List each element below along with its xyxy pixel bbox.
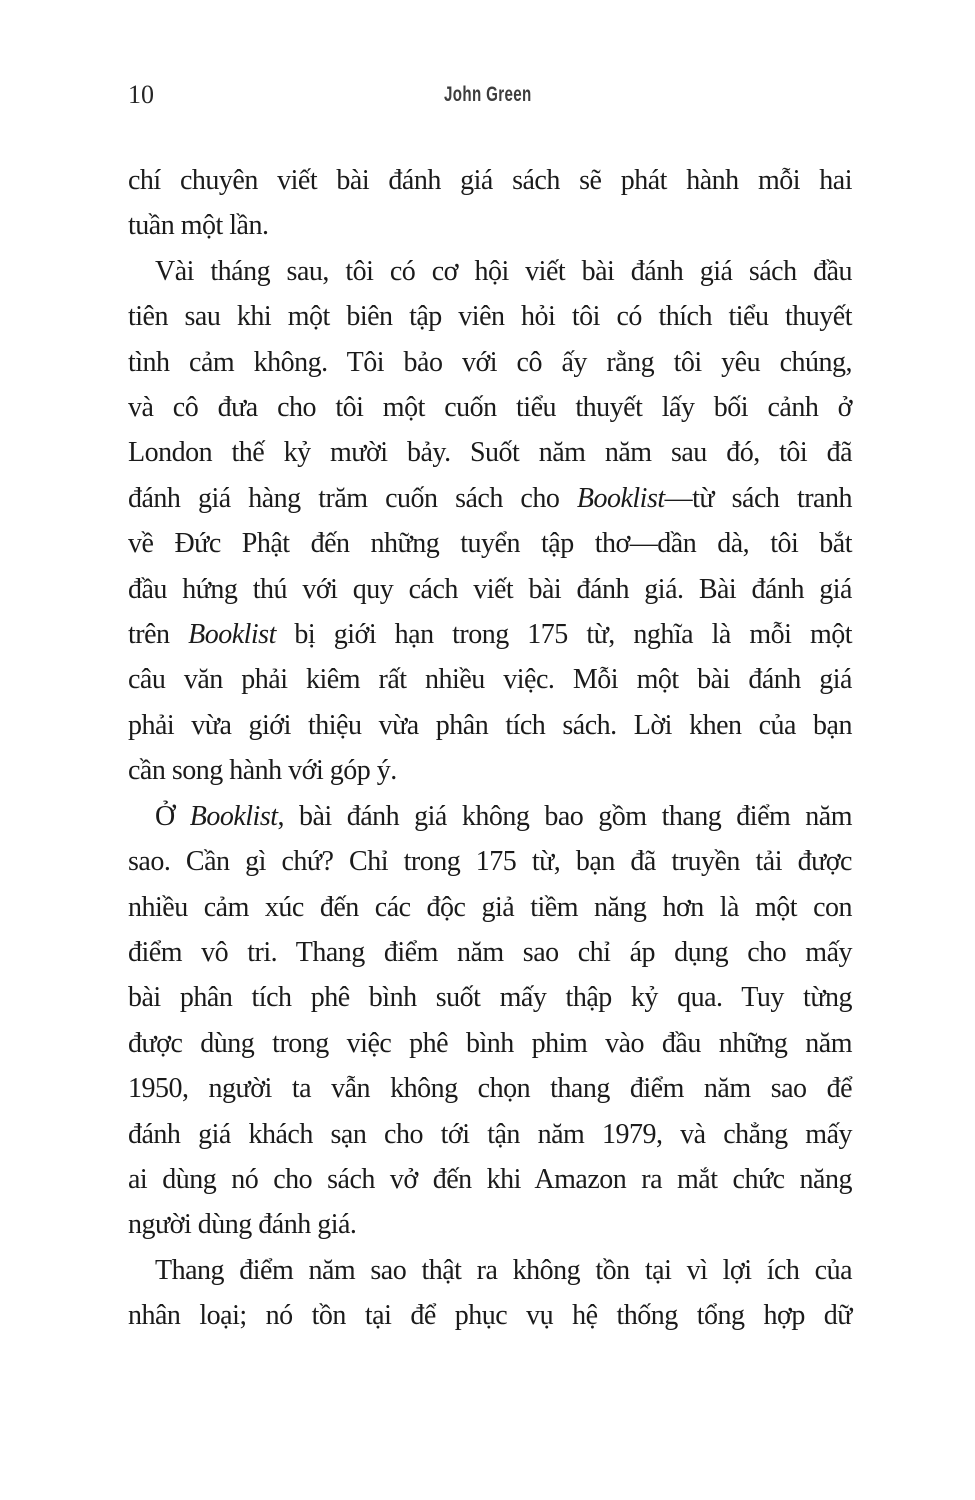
text-line — [128, 158, 852, 203]
text-line — [128, 340, 852, 385]
text-line — [128, 975, 852, 1020]
text-segment: nhân loại; nó tồn tại để phục vụ hệ thống tổng hợp dữ — [128, 1300, 852, 1332]
page-number: 10 — [128, 80, 154, 109]
text-segment: 1950, người ta vẫn không chọn thang điểm năm sao để — [128, 1073, 852, 1105]
text-segment: bài phân tích phê bình suốt mấy thập kỷ qua. Tuy từng — [128, 982, 852, 1014]
paragraph — [128, 1248, 852, 1339]
text-line — [128, 294, 852, 339]
text-segment: tiên sau khi một biên tập viên hỏi tôi có thích tiểu thuyết — [128, 301, 852, 333]
text-segment: được dùng trong việc phê bình phim vào đầu những năm — [128, 1027, 852, 1059]
running-head-container — [0, 82, 975, 108]
text-segment: sao. Cần gì chứ? Chỉ trong 175 từ, bạn đã truyền tải được — [128, 846, 852, 878]
text-segment: tuần một lần. — [128, 210, 269, 242]
text-segment: Thang điểm năm sao thật ra không tồn tại vì lợi ích của — [155, 1254, 852, 1286]
text-line — [128, 476, 852, 521]
text-segment: cần song hành với góp ý. — [128, 755, 397, 787]
text-segment: người dùng đánh giá. — [128, 1209, 357, 1241]
text-segment: tình cảm không. Tôi bảo với cô ấy rằng tôi yêu chúng, — [128, 346, 852, 378]
text-line — [128, 794, 852, 839]
text-segment: phải vừa giới thiệu vừa phân tích sách. Lời khen của bạn — [128, 709, 852, 741]
text-segment: nhiều cảm xúc đến các độc giả tiềm năng hơn là một con — [128, 891, 852, 923]
text-line — [128, 1157, 852, 1202]
text-line — [128, 1112, 852, 1157]
running-head-author: John Green — [443, 83, 532, 106]
body-text — [128, 158, 852, 1339]
italic-book-title: Booklist — [576, 482, 665, 514]
paragraph — [128, 158, 852, 249]
text-line — [128, 430, 852, 475]
text-line — [128, 203, 852, 248]
text-line — [128, 1066, 852, 1111]
text-segment: ai dùng nó cho sách vở đến khi Amazon ra mắt chức năng — [128, 1163, 852, 1195]
text-segment: đánh giá hàng trăm cuốn sách cho — [128, 482, 577, 514]
text-line — [128, 249, 852, 294]
text-segment: đánh giá khách sạn cho tới tận năm 1979, và chẳng mấy — [128, 1118, 852, 1150]
text-line — [128, 521, 852, 566]
text-line — [128, 703, 852, 748]
text-line — [128, 930, 852, 975]
text-line — [128, 1021, 852, 1066]
text-line — [128, 885, 852, 930]
paragraph — [128, 794, 852, 1248]
text-segment: trên — [128, 619, 189, 651]
text-line — [128, 1248, 852, 1293]
text-segment: bị giới hạn trong 175 từ, nghĩa là mỗi một — [275, 619, 853, 651]
text-segment: đầu hứng thú với quy cách viết bài đánh giá. Bài đánh giá — [128, 573, 852, 605]
text-segment: London thế kỷ mười bảy. Suốt năm năm sau đó, tôi đã — [128, 437, 852, 469]
text-segment: câu văn phải kiêm rất nhiều việc. Mỗi một bài đánh giá — [128, 664, 852, 696]
text-segment: —từ sách tranh — [664, 482, 852, 514]
text-line — [128, 1202, 852, 1247]
text-segment: , bài đánh giá không bao gồm thang điểm năm — [277, 800, 852, 832]
text-line — [128, 567, 852, 612]
text-segment: chí chuyên viết bài đánh giá sách sẽ phát hành mỗi hai — [128, 165, 852, 196]
paragraph — [128, 249, 852, 794]
text-line — [128, 385, 852, 430]
text-line — [128, 657, 852, 702]
text-line — [128, 1293, 852, 1338]
italic-book-title: Booklist — [188, 619, 276, 651]
text-line — [128, 612, 852, 657]
text-line — [128, 748, 852, 793]
text-segment: và cô đưa cho tôi một cuốn tiểu thuyết lấy bối cảnh ở — [128, 392, 852, 424]
text-segment: Vài tháng sau, tôi có cơ hội viết bài đánh giá sách đầu — [155, 255, 852, 287]
text-segment: Ở — [155, 800, 190, 832]
text-line — [128, 839, 852, 884]
text-segment: điểm vô tri. Thang điểm năm sao chỉ áp dụng cho mấy — [128, 936, 852, 968]
text-segment: về Đức Phật đến những tuyển tập thơ—dần dà, tôi bắt — [128, 528, 852, 560]
italic-book-title: Booklist — [189, 800, 278, 832]
